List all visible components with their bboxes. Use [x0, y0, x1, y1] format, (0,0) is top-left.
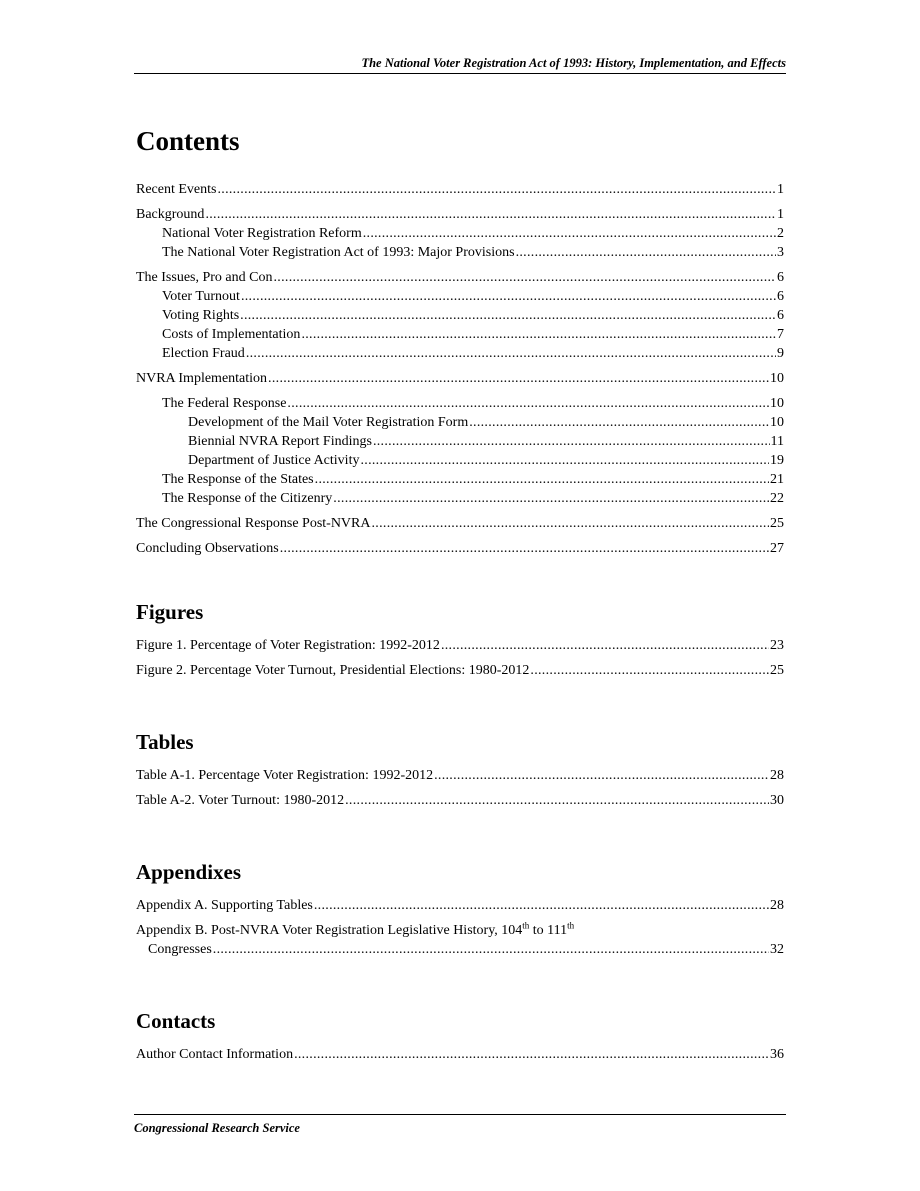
toc-entry-page: 10 — [770, 396, 784, 411]
leader-dots — [441, 636, 769, 655]
leader-dots — [217, 180, 776, 199]
figures-section — [136, 598, 784, 680]
leader-dots — [268, 369, 769, 388]
toc-entry-title: The Issues, Pro and Con — [136, 270, 273, 285]
toc-entry-page: 6 — [777, 270, 784, 285]
toc-entry-table-a1[interactable] — [136, 766, 784, 785]
leader-dots — [530, 661, 769, 680]
contents-heading: Contents — [136, 126, 240, 156]
footer-text: Congressional Research Service — [134, 1121, 300, 1135]
toc-entry-mail-form[interactable] — [136, 413, 784, 432]
toc-entry-title: Voter Turnout — [162, 289, 240, 304]
leader-dots — [360, 451, 769, 470]
appendix-b-title-prefix: Appendix B. Post-NVRA Voter Registration Legislative History, 104 — [136, 923, 523, 938]
toc-entry-recent-events[interactable] — [136, 180, 784, 199]
toc-entry-title: The Congressional Response Post-NVRA — [136, 516, 371, 531]
tables-heading: Tables — [136, 730, 194, 754]
leader-dots — [301, 325, 776, 344]
toc-entry-page: 2 — [777, 226, 784, 241]
running-header-title: The National Voter Registration Act of 1993: History, Implementation, and Effects — [361, 56, 786, 70]
ordinal-suffix: th — [522, 920, 530, 931]
toc-entry-page: 27 — [770, 541, 784, 556]
leader-dots — [287, 394, 769, 413]
toc-entry-title-line1 — [136, 921, 784, 940]
toc-entry-page: 22 — [770, 491, 784, 506]
toc-entry-issues[interactable] — [136, 268, 784, 287]
appendix-b-title-middle: to 111 — [529, 923, 568, 938]
toc-entry-biennial-report[interactable] — [136, 432, 784, 451]
leader-dots — [294, 1045, 769, 1064]
toc-entry-title: NVRA Implementation — [136, 371, 268, 386]
toc-entry-figure-2[interactable] — [136, 661, 784, 680]
toc-entry-title: Concluding Observations — [136, 541, 279, 556]
toc-entry-title: The Response of the States — [162, 472, 314, 487]
toc-entry-page: 10 — [770, 371, 784, 386]
toc-entry-page: 32 — [770, 942, 784, 957]
toc-entry-page: 9 — [777, 346, 784, 361]
toc-entry-title: Background — [136, 207, 205, 222]
toc-entry-federal-response[interactable] — [136, 394, 784, 413]
page-footer — [134, 1114, 786, 1136]
tables-section — [136, 728, 784, 810]
toc-entry-appendix-b[interactable] — [136, 921, 784, 959]
toc-entry-title: Figure 2. Percentage Voter Turnout, Presidential Elections: 1980-2012 — [136, 663, 530, 678]
toc-entry-page: 25 — [770, 516, 784, 531]
appendixes-heading: Appendixes — [136, 860, 242, 884]
toc-entry-title: Costs of Implementation — [162, 327, 301, 342]
toc-entry-title-line2 — [136, 940, 784, 959]
leader-dots — [314, 896, 769, 915]
leader-dots — [469, 413, 769, 432]
toc-entry-page: 28 — [770, 768, 784, 783]
toc-entry-citizenry-response[interactable] — [136, 489, 784, 508]
leader-dots — [213, 940, 769, 959]
toc-entry-voting-rights[interactable] — [136, 306, 784, 325]
leader-dots — [363, 224, 776, 243]
toc-entry-page: 19 — [770, 453, 784, 468]
toc-entry-title: Figure 1. Percentage of Voter Registration: 1992-2012 — [136, 638, 440, 653]
leader-dots — [246, 344, 776, 363]
toc-entry-states-response[interactable] — [136, 470, 784, 489]
toc-entry-nvra-implementation[interactable] — [136, 369, 784, 388]
toc-entry-title: Biennial NVRA Report Findings — [188, 434, 372, 449]
toc-entry-title: Table A-1. Percentage Voter Registration: 1992-2012 — [136, 768, 434, 783]
leader-dots — [333, 489, 769, 508]
toc-entry-title: Table A-2. Voter Turnout: 1980-2012 — [136, 793, 345, 808]
toc-entry-title: Election Fraud — [162, 346, 245, 361]
toc-entry-page: 7 — [777, 327, 784, 342]
toc-entry-page: 21 — [770, 472, 784, 487]
leader-dots — [280, 539, 769, 558]
toc-entry-page: 1 — [777, 207, 784, 222]
toc-entry-costs[interactable] — [136, 325, 784, 344]
toc-entry-title: Department of Justice Activity — [188, 453, 360, 468]
running-header — [134, 56, 786, 74]
toc-entry-page: 36 — [770, 1047, 784, 1062]
toc-entry-page: 6 — [777, 289, 784, 304]
leader-dots — [434, 766, 769, 785]
leader-dots — [274, 268, 777, 287]
toc-entry-table-a2[interactable] — [136, 791, 784, 810]
toc-entry-page: 28 — [770, 898, 784, 913]
toc-entry-election-fraud[interactable] — [136, 344, 784, 363]
toc-entry-title: Appendix A. Supporting Tables — [136, 898, 313, 913]
leader-dots — [345, 791, 769, 810]
toc-entry-title: Development of the Mail Voter Registration Form — [188, 415, 469, 430]
toc-entry-title: The National Voter Registration Act of 1993: Major Provisions — [162, 245, 515, 260]
leader-dots — [240, 306, 776, 325]
toc-entry-figure-1[interactable] — [136, 636, 784, 655]
leader-dots — [516, 243, 776, 262]
toc-entry-appendix-a[interactable] — [136, 896, 784, 915]
leader-dots — [241, 287, 776, 306]
toc-entry-page: 30 — [770, 793, 784, 808]
figures-heading: Figures — [136, 600, 204, 624]
toc-entry-title: The Response of the Citizenry — [162, 491, 333, 506]
toc-entry-congressional-response[interactable] — [136, 514, 784, 533]
toc-entry-title: Congresses — [148, 942, 212, 957]
toc-entry-page: 23 — [770, 638, 784, 653]
leader-dots — [373, 432, 770, 451]
toc-entry-title: Recent Events — [136, 182, 217, 197]
toc-entry-voter-turnout[interactable] — [136, 287, 784, 306]
toc-entry-page: 25 — [770, 663, 784, 678]
ordinal-suffix: th — [567, 920, 575, 931]
toc-entry-author-contact[interactable] — [136, 1045, 784, 1064]
toc-entry-background[interactable] — [136, 205, 784, 224]
toc-entry-page: 1 — [777, 182, 784, 197]
toc-entry-concluding[interactable] — [136, 539, 784, 558]
toc-entry-nvr-reform[interactable] — [136, 224, 784, 243]
leader-dots — [315, 470, 769, 489]
toc-entry-title: National Voter Registration Reform — [162, 226, 362, 241]
leader-dots — [205, 205, 776, 224]
leader-dots — [372, 514, 770, 533]
contacts-section — [136, 1007, 784, 1064]
toc-entry-title: Author Contact Information — [136, 1047, 294, 1062]
toc-content — [136, 124, 784, 1098]
toc-entry-doj-activity[interactable] — [136, 451, 784, 470]
contents-section — [136, 124, 784, 558]
toc-entry-title: The Federal Response — [162, 396, 287, 411]
toc-entry-page: 3 — [777, 245, 784, 260]
contacts-heading: Contacts — [136, 1009, 216, 1033]
toc-entry-major-provisions[interactable] — [136, 243, 784, 262]
appendixes-section — [136, 858, 784, 959]
toc-entry-page: 11 — [770, 434, 784, 449]
toc-entry-page: 10 — [770, 415, 784, 430]
toc-entry-page: 6 — [777, 308, 784, 323]
toc-entry-title: Voting Rights — [162, 308, 240, 323]
